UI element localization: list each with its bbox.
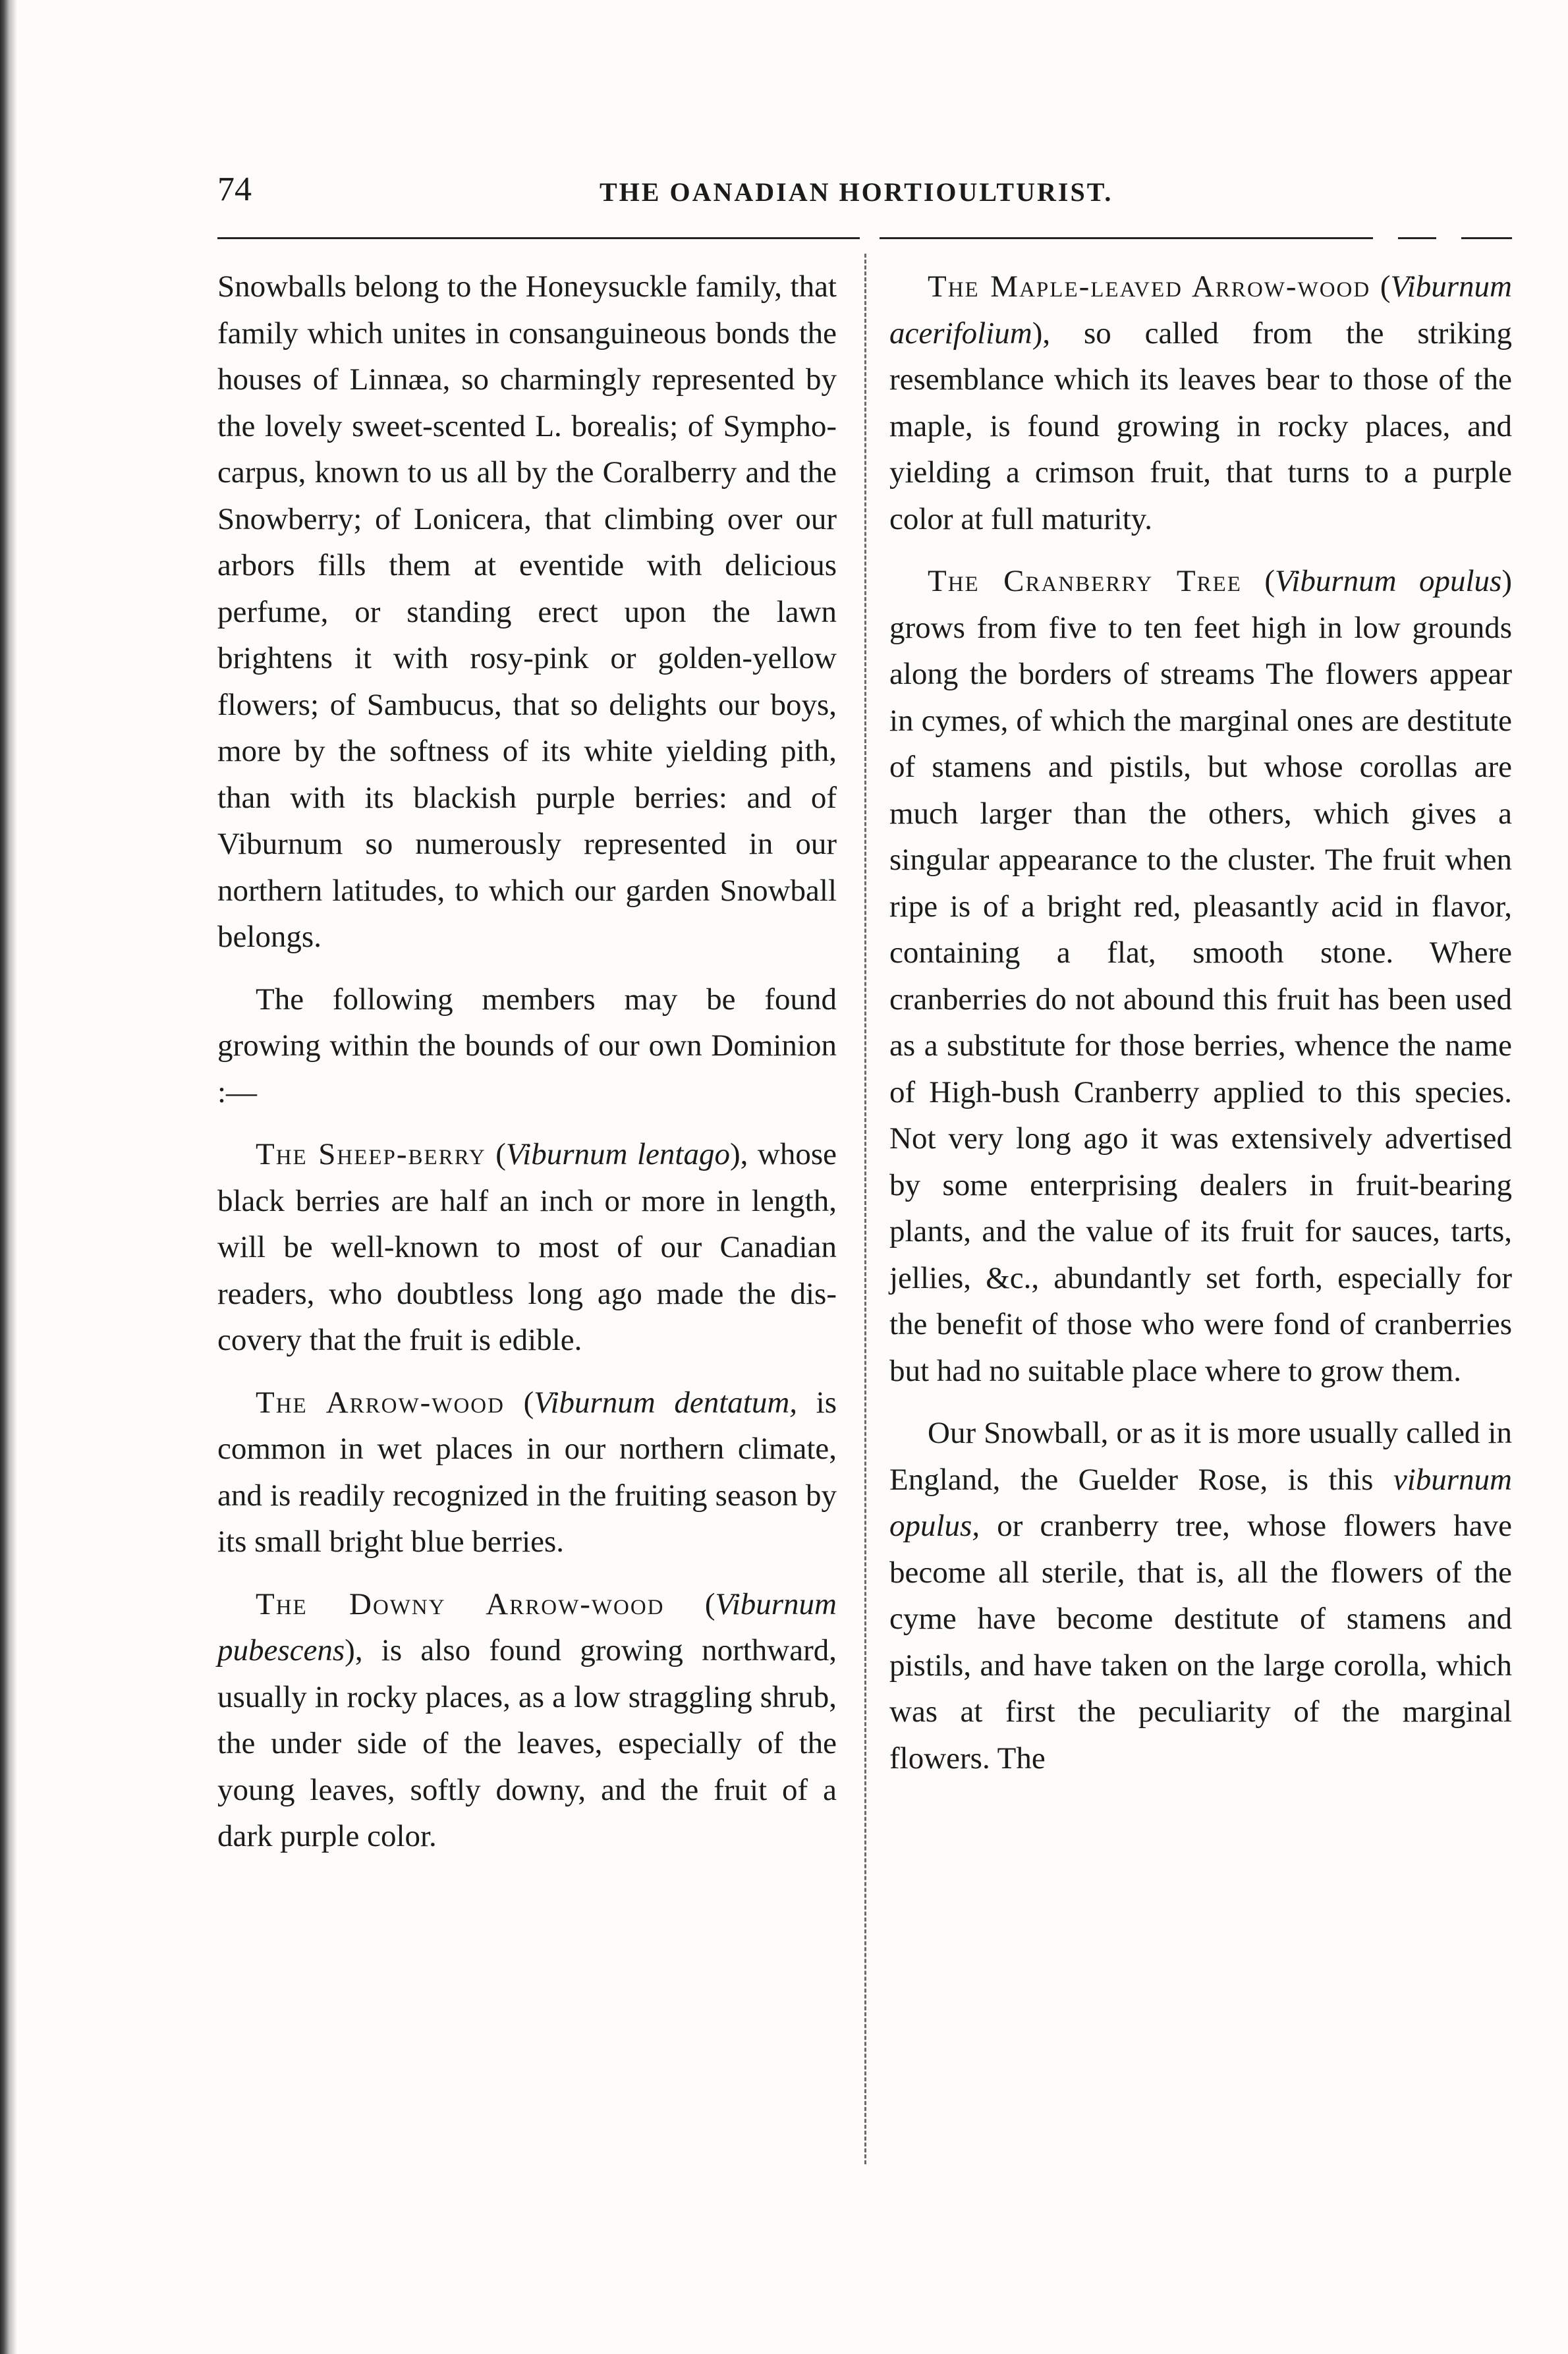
- latin-name: Viburnum lentago: [505, 1137, 730, 1171]
- paragraph-text-before: Our Snowball, or as it is more usually called in England, the Guelder Rose, is this: [889, 1416, 1512, 1497]
- paren-open: (: [664, 1586, 715, 1621]
- species-name: The Maple-leaved Arrow-wood: [928, 269, 1371, 304]
- left-column: [217, 264, 837, 1876]
- species-name: The Arrow-wood: [256, 1385, 505, 1420]
- latin-name: Viburnum pubescens: [217, 1586, 837, 1667]
- species-name: The Downy Arrow-wood: [256, 1586, 665, 1621]
- column-divider: [864, 254, 866, 2164]
- paragraph-cranberry-tree: [889, 558, 1512, 1394]
- right-column: [889, 264, 1512, 1797]
- paren-open: (: [1370, 269, 1391, 304]
- paren-open: (: [486, 1137, 506, 1171]
- paragraph-maple-leaved-arrow-wood: [889, 264, 1512, 542]
- paragraph-text: ), so called from the striking resemblance which its leaves bear to those of the maple, is found growing in rocky places, and yielding a crimson fruit, that turns to a purple color at full maturity.: [889, 316, 1512, 536]
- latin-name: Viburnum acerifolium: [889, 269, 1512, 350]
- paren-open: (: [504, 1385, 534, 1420]
- species-name: The Cranberry Tree: [928, 564, 1242, 598]
- latin-name: Viburnum dentatum,: [534, 1385, 798, 1420]
- paren-open: (: [1241, 564, 1275, 598]
- paragraph-downy-arrow-wood: [217, 1581, 837, 1860]
- paragraph-text-after: or cranberry tree, whose flowers have become all sterile, that is, all the flowers of the cyme have become destitute of stamens and pistils, and have taken on the large corolla, which was at first the peculiarity of the marginal flowers. The: [889, 1509, 1512, 1776]
- latin-name: viburnum opulus,: [889, 1462, 1512, 1543]
- paragraph-text: ), is also found growing northward, usually in rocky places, as a low straggling shrub, the under side of the leaves, especially of the young leaves, softly downy, and the fruit of a dark purple color.: [217, 1633, 837, 1853]
- header-rule-right: [880, 237, 1512, 239]
- paragraph-snowballs: Snowballs belong to the Honeysuckle family, that family which unites in consanguineous bonds the houses of Linnæa, so charmingly represented by the lovely sweet-scented L. borealis; of Symphocarpus, known to us all by the Coralberry and the Snowberry; of Lonicera, that climbing over our arbors fills them at eventide with delicious perfume, or standing erect upon the lawn brightens it with rosy-pink or golden-yellow flowers; of Sambucus, that so delights our boys, more by the softness of its white yielding pith, than with its blackish purple berries: and of Viburnum so numerously represented in our northern latitudes, to which our garden Snowball belongs.: [217, 269, 837, 954]
- paragraph-text: ) grows from five to ten feet high in low grounds along the borders of streams The flowers appear in cymes, of which the marginal ones are destitute of stamens and pistils, but whose corollas are much larger than the others, which gives a singular appearance to the cluster. The fruit when ripe is of a bright red, pleasantly acid in flavor, containing a flat, smooth stone. Where cranberries do not abound this fruit has been used as a substitute for those berries, whence the name of High-bush Cranberry applied to this species. Not very long ago it was extensively advertised by some enterprising dealers in fruit-bearing plants, and the value of its fruit for sauces, tarts, jellies, &c., abundantly set forth, especially for the benefit of those who were fond of cranberries but had no suitable place where to grow them.: [889, 564, 1512, 1388]
- paragraph-guelder-rose: [889, 1410, 1512, 1781]
- paragraph-arrow-wood: [217, 1380, 837, 1565]
- paragraph-members-intro: The following members may be found growing within the bounds of our own Dominion :—: [217, 982, 837, 1109]
- header-rule-left: [217, 237, 860, 239]
- page-number: 74: [217, 171, 252, 208]
- paragraph-text: is common in wet places in our northern climate, and is readily recognized in the fruiting season by its small bright blue berries.: [217, 1385, 837, 1559]
- running-title: THE OANADIAN HORTIOULTURIST.: [600, 177, 1113, 207]
- latin-name: Viburnum opulus: [1275, 564, 1502, 598]
- paragraph-text: ), whose black berries are half an inch or more in length, will be well-known to most of our Canadian readers, who doubtless long ago made the discovery that the fruit is edible.: [217, 1137, 837, 1357]
- species-name: The Sheep-berry: [256, 1137, 486, 1171]
- paragraph-sheep-berry: [217, 1131, 837, 1364]
- scan-edge-shadow: [0, 0, 17, 2354]
- page-header: [217, 170, 1522, 216]
